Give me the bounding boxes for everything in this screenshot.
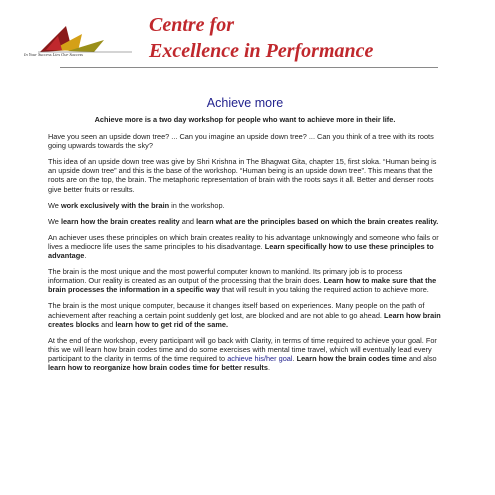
tagline: In Your Success Lies Our Success [24,52,83,57]
emphasis-text: Learn specifically how to use these principles to advantage [48,241,434,261]
main-content [48,96,442,379]
page-title: Achieve more [206,96,284,110]
org-title-line2: Excellence in Performance [149,40,374,62]
header-divider [60,67,438,68]
paragraph-clarity-time: At the end of the workshop, every participant will go back with Clarity, in terms of time required to achieve your goal. For this we will learn how brain codes time and do some exercises with mental time travel, which will eventually lead every participant to the clarity in terms of the time required to achieve his/her goal. Learn how the brain codes time and also learn how to reorganize how brain codes time for better results. [48,335,437,372]
paragraph-upside-down-tree: Have you seen an upside down tree? ... Can you imagine an upside down tree? ... Can you think of a tree with its roots going upwards towards the sky? [48,132,434,151]
cep-logo-icon [38,20,134,66]
emphasis-text: learn how to get rid of the same. [115,319,228,329]
paragraph-brain-creates-reality: We learn how the brain creates reality and learn what are the principles based on which the brain creates reality. [48,216,439,226]
emphasis-text: learn what are the principles based on which the brain creates reality. [196,216,439,226]
paragraph-brain-computer: The brain is the most unique and the most powerful computer known to mankind. Its primary job is to process information. Our reality is created as an output of the processing that the brain does. Learn how to make sure that the brain processes the information in a specific way that will result in you taking the required action to achieve more. [48,267,437,295]
emphasis-text: learn how to reorganize how brain codes time for better results [48,362,268,372]
emphasis-text: work exclusively with the brain [60,200,170,210]
emphasis-text: Learn how to make sure that the brain processes the information in a specific way [48,276,437,295]
page-header [0,0,495,80]
emphasis-text: Learn how the brain codes time [296,353,407,363]
highlight-text: achieve his/her goal [227,353,293,363]
lead-paragraph: Achieve more is a two day workshop for people who want to achieve more in their life. [94,115,396,124]
paragraph-brain-blocks: The brain is the most unique computer, because it changes itself based on experiences. Many people on the path of achievement after reaching a certain point suddenly get lost, are blocked and are not able to go ahead. Learn how brain creates blocks and learn how to get rid of the same. [48,301,441,329]
paragraph-achiever-principles: An achiever uses these principles on which brain creates reality to his advantage unknowingly and someone who fails or lives a mediocre life uses the same principles to his disadvantage. Learn specifically how to use these principles to advantage. [48,232,439,261]
org-title-line1: Centre for [149,14,234,36]
emphasis-text: learn how the brain creates reality [60,216,180,226]
paragraph-bhagwat-gita: This idea of an upside down tree was give by Shri Krishna in The Bhagwat Gita, chapter 15, first sloka. “Human being is an upside down tree” and this is the base of the workshop. “Human being is an upside down tree”. This means that the roots are on the top, the brain. The metaphoric representation of brain with the roots says it all. Better and denser roots give better fruits or results. [48,157,437,194]
paragraph-work-with-brain: We work exclusively with the brain in the workshop. [48,200,225,210]
emphasis-text: Learn how brain creates blocks [48,310,441,329]
